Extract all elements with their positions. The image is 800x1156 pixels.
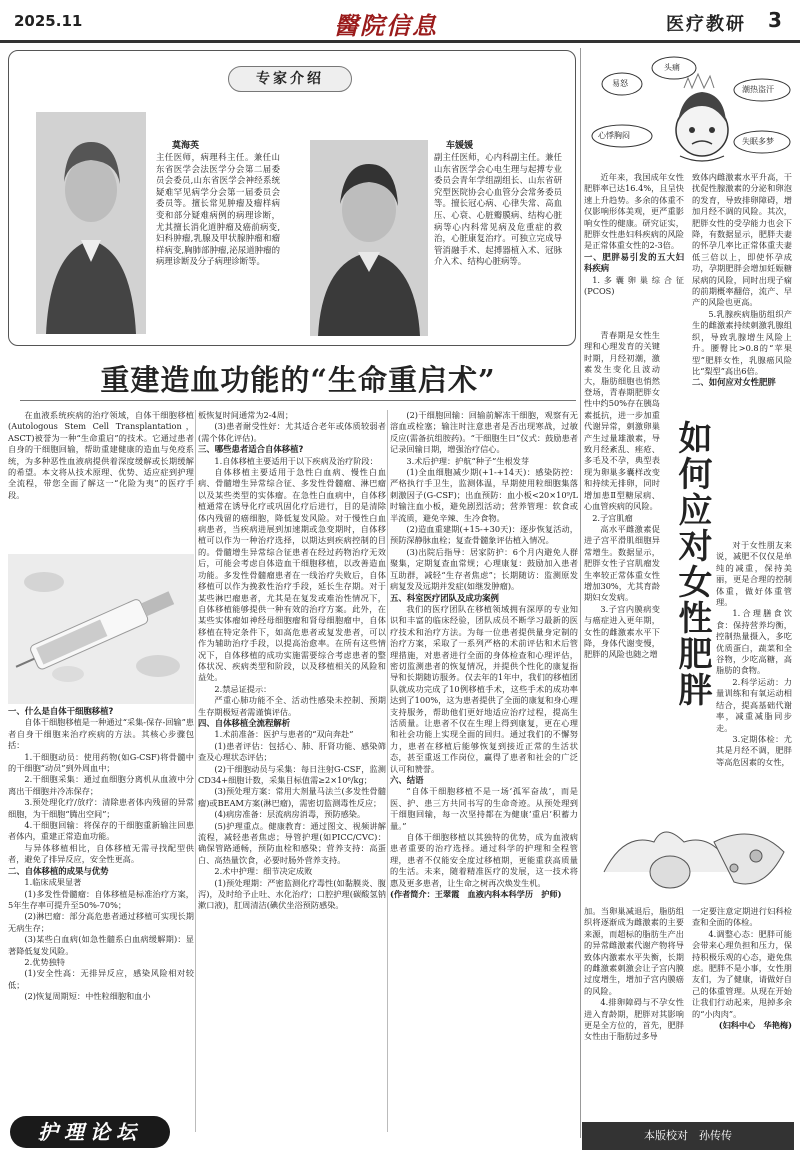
footer-left-banner bbox=[10, 1116, 170, 1148]
a2-ovulation-cont: 致体内雌激素水平升高，干扰促性腺激素的分泌和卵泡的发育，导致排卵障碍，增加月经不调的风险。其次，肥胖女性的受孕能力也会下降，有数据显示，肥胖夫妻的怀孕几率比正常体重夫妻低三倍以上，即使怀孕成功，孕期肥胖会增加妊娠糖尿病的风险，同时出现子痫的前期概率翻倍，流产、早产的风险也更高。 bbox=[692, 172, 792, 308]
a2-col1-narrow bbox=[584, 330, 660, 661]
a1-intro bbox=[8, 410, 194, 501]
expert-title-text: 专家介绍 bbox=[256, 71, 324, 87]
menopause-illustration bbox=[586, 48, 794, 166]
a1-c3-5: (3)出院后指导：居家防护：6个月内避免人群聚集，定期复查血常规；心理康复：鼓励加入患者互助群，减轻“生存者焦虑”；长期随访：监测原发病复发及远期并发症(如继发肿瘤)。 bbox=[390, 546, 578, 592]
a2-fibroids-text: 高水平雌激素促进子宫平滑肌细胞异常增生。数据显示，肥胖女性子宫肌瘤发生率较正常体重女性增加30%，尤其育龄期妇女发病。 bbox=[584, 523, 660, 603]
a1-step-3: 3.预处理化疗/放疗：清除患者体内残留的异常细胞，为干细胞“腾出空间”； bbox=[8, 797, 194, 819]
col-rule-2 bbox=[387, 410, 388, 1132]
a1-pre-4: (4)病房准备：层流病房消毒，预防感染。 bbox=[214, 809, 366, 820]
a1-res-2: (1)多发性骨髓瘤：自体移植是标准治疗方案，5年生存率可提升至50%-70%； bbox=[8, 888, 194, 910]
a1-res-6: (1)安全性高：无排异反应，感染风险相对较低； bbox=[8, 968, 194, 990]
a1-intro-text: 在血液系统疾病的治疗领域，自体干细胞移植(Autologous Stem Cell Transplantation，ASCT)被誉为一种“生命重启”的技术。它通过患者自身的干细胞回输，帮助重建健康的造血与免疫系统，为多种恶性血液病提供着深度缓解或长期缓解的希望。本文将从技术原理、优势、适应症到护理全流程，带您全面了解这一“化险为夷”的医疗手段。 bbox=[8, 410, 194, 500]
a2-author: (妇科中心 华艳梅) bbox=[718, 1020, 792, 1031]
a1-title-rule bbox=[20, 400, 576, 401]
expert-name-mo: 莫海英 bbox=[172, 141, 200, 151]
a1-c2-p4: 严重心肺功能不全、活动性感染未控制、预期生存期极短者需谨慎评估。 bbox=[198, 695, 386, 717]
a1-pre-2: (2)干细胞动员与采集：每日注射G-CSF，监测CD34+细胞计数，采集目标值需≥2×10⁶/kg； bbox=[198, 763, 386, 785]
a2-heading-2: 二、如何应对女性肥胖 bbox=[692, 377, 776, 388]
a1-pre-3: (3)预处理方案：常用大剂量马法兰(多发性骨髓瘤)或BEAM方案(淋巴瘤)，需密切监测毒性反应； bbox=[198, 786, 386, 808]
a1-h2: 二、自体移植的成果与优势 bbox=[8, 865, 109, 876]
expert-bio-mo: 主任医师，病理科主任。兼任山东省医学会法医学分会第二届委员会委员,山东省医学会神经系统疑难罕见病学分会第一届委员会委员等。擅长常见肿瘤及瘤样病变和部分疑难病例的病理诊断，尤其擅长消化道肿瘤及癌前病变,妇科肿瘤,乳腺及甲状腺肿瘤和瘤样病变,胸肺部肿瘤,泌尿道肿瘤的病理诊断及分子病理诊断等。 bbox=[156, 152, 280, 267]
a2-sub-pcos: 1.多囊卵巢综合征(PCOS) bbox=[584, 274, 684, 297]
a1-h6: 六、结语 bbox=[390, 775, 424, 785]
a1-intra-1: (1)预处理期：严密监测化疗毒性(如黏膜炎、腹泻)，及时给予止吐、水化治疗；口腔护理(碳酸氢钠漱口液)，肛周清洁(碘伏坐浴预防感染。 bbox=[198, 877, 386, 911]
a2-manage-intro: 对于女性朋友来说，减肥不仅仅是单纯的减重，保持美丽，更是合理的控制体重，做好体重管理。 bbox=[716, 540, 792, 608]
a1-res-7: (2)恢复周期短：中性粒细胞和血小 bbox=[24, 991, 151, 1002]
a1-res-4: (3)某些白血病(如急性髓系白血病缓解期)：显著降低复发风险。 bbox=[8, 934, 194, 956]
a1-intra-h: 2.术中护理：细节决定成败 bbox=[214, 866, 313, 877]
footer-left-title: 护理论坛 bbox=[38, 1120, 142, 1144]
a2-sub-fibroids: 2.子宫肌瘤 bbox=[592, 512, 633, 523]
expert-photo-che bbox=[310, 140, 428, 336]
a1-col3 bbox=[390, 410, 578, 900]
a2-bottom-left bbox=[584, 906, 684, 1043]
a1-c3-4: (2)造血重建期(+15-+30天)：逐步恢复活动，预防深静脉血栓；复查骨髓象评估植入情况。 bbox=[390, 524, 578, 546]
a1-author: (作者简介：王翠霞 血液内科本科学历 护师) bbox=[390, 889, 562, 900]
a2-endometrium-cont: 加。当卵巢减退后，脂肪组织将逐渐成为雌激素的主要来源，而超标的脂肪生产出的异常雌激素代谢产物将导致体内激素水平失衡，长期的雌激素刺激会让子宫内膜过度增生，增加子宫内膜癌的风险。 bbox=[584, 906, 684, 996]
a1-res-3: (2)淋巴瘤：部分高危患者通过移植可实现长期无病生存； bbox=[8, 911, 194, 933]
pelvis-illustration bbox=[584, 812, 794, 904]
a2-tip-exercise: 2.科学运动：力量训练和有氧运动相结合，提高基础代谢率，减重减脂同步走。 bbox=[716, 676, 792, 733]
a2-heading-1: 一、肥胖易引发的五大妇科疾病 bbox=[584, 251, 684, 274]
a1-c3-3: (1)全血细胞减少期(+1-+14天)：感染防控：严格执行手卫生，监测体温，早期使用粒细胞集落刺激因子(G-CSF)；出血预防：血小板<20×10⁹/L时输注血小板，避免剧烈活动；营养管理：软食或半流质，避免辛辣、生冷食物。 bbox=[390, 467, 578, 523]
a2-intro: 近年来，我国成年女性肥胖率已达16.4%，且呈快速上升趋势。多余的体重不仅影响形体美观，更严重影响女性的健康。研究证实，肥胖女性患妇科疾病的风险是正常体重女性的2-3倍。 bbox=[584, 172, 684, 251]
col-rule-1 bbox=[195, 410, 196, 1132]
a1-res-1: 1.临床成果显著 bbox=[24, 877, 82, 888]
a1-h1: 一、什么是自体干细胞移植? bbox=[8, 706, 114, 716]
a2-breast: 5.乳腺疾病脂肪组织产生的雌激素持续刺激乳腺组织，导致乳腺增生风险上升。腰臀比>0.8的“苹果型”肥胖女性，乳腺癌风险比“梨型”高出6倍。 bbox=[692, 308, 792, 376]
a2-col2-narrow bbox=[716, 540, 792, 768]
a1-h3: 三、哪些患者适合自体移植? bbox=[198, 444, 304, 455]
bubble-insomnia: 失眠多梦 bbox=[742, 137, 774, 146]
a1-h5: 五、科室医疗团队及成功案例 bbox=[390, 592, 499, 603]
a1-c2-p3: 2.禁忌证提示： bbox=[214, 683, 272, 694]
a2-ovulation: 4.排卵障碍与不孕女性进入育龄期，肥胖对其影响更是全方位的，首先，肥胖女性由于脂肪过多导 bbox=[584, 997, 684, 1042]
a1-c2-p0: 板恢复时间通常为2-4周； bbox=[198, 410, 294, 420]
a1-c2-p0b: (3)患者耐受性好：尤其适合老年或体质较弱者(需个体化评估)。 bbox=[198, 421, 386, 443]
expert-bio-che: 副主任医师，心内科副主任。兼任山东省医学会心电生理与起搏专业委员会青年学组副组长、山东省研究型医院协会心血管分会常务委员等。擅长冠心病、心律失常、高血压、心衰、心脏瓣膜病、结构心脏病等心内科常见病及危重症的救治，心脏康复治疗。可独立完成导管消融手术、起搏器植入术、冠脉介入术、结构心脏病等。 bbox=[434, 152, 562, 267]
page-header bbox=[0, 0, 800, 44]
a2-tip-mindset: 4.调整心态：肥胖可能会带来心理负担和压力，保持积极乐观的心态，避免焦虑。肥胖不是小事，女性朋友们，为了健康，请做好自己的体重管理。从现在开始让我们行动起来，甩掉多余的“小肉肉”。 bbox=[692, 928, 792, 1019]
a1-c1-p2: 与异体移植相比，自体移植无需寻找配型供者，避免了排异反应，安全性更高。 bbox=[8, 842, 194, 865]
a1-step-4: 4.干细胞回输：将保存的干细胞重新输注回患者体内，重建正常造血功能。 bbox=[8, 820, 194, 842]
a1-c2-p2: 自体移植主要适用于急性白血病、慢性白血病、骨髓增生异常综合征、多发性骨髓瘤、淋巴瘤以及某些类型的实体瘤。在急性白血病中，自体移植通常在诱导化疗或巩固化疗后进行，目的是清除体内残留的癌细胞，降低复发风险。对于慢性白血病患者，当疾病进展到加速期或急变期时，自体移植可以作为一种治疗选择，以期达到疾病控制的目的。骨髓增生异常综合征患者在经过药物治疗无效后，可能会考虑自体造血干细胞移植，以改善造血功能。多发性骨髓瘤患者在一线治疗失败后，自体移植可以作为挽救性治疗手段，延长生存期。对于某些淋巴瘤患者，尤其是在复发或难治性情况下，自体移植能够提供一种有效的治疗方案。此外，在某些实体瘤如神经母细胞瘤和肾母细胞瘤中，自体移植在特定条件下，如高危患者或复发患者，可以作为辅助治疗手段，以提高治愈率。在所有这些情况下，自体移植的成功实施需要综合考虑患者的整体状况、疾病类型和阶段，以及移植相关的风险和益处。 bbox=[198, 467, 386, 683]
a1-c2-p1: 1.自体移植主要适用于以下疾病及治疗阶段： bbox=[214, 455, 378, 466]
a2-checkup-cont: 一定要注意定期进行妇科检查和全面的体检。 bbox=[692, 906, 792, 928]
page-number: 3 bbox=[768, 8, 782, 32]
expert-intro-title bbox=[228, 66, 352, 92]
a1-title: 重建造血功能的“生命重启术” bbox=[100, 363, 496, 397]
a2-bottom-right bbox=[692, 906, 792, 1031]
a1-c3-2: 3.术后护理：护航“种子”生根发芽 bbox=[406, 455, 530, 466]
expert-photo-mo bbox=[36, 112, 146, 334]
a1-c1-p1: 自体干细胞移植是一种通过“采集-保存-回输”患者自身干细胞来治疗疾病的方法。其核心步骤包括： bbox=[8, 717, 194, 751]
a2-tip-checkup: 3.定期体检：尤其是月经不调，肥胖等高危因素的女性， bbox=[716, 733, 792, 767]
footer-right-bar bbox=[582, 1122, 794, 1150]
a1-c2-p5: 1.术前准备：医护与患者的“双向奔赴” bbox=[214, 729, 354, 740]
a2-tip-diet: 1.合理膳食饮食：保持营养均衡，控制热量摄入，多吃优质蛋白，蔬菜和全谷物，少吃高糖，高脂肪的食物。 bbox=[716, 608, 792, 676]
issue-date: 2025.11 bbox=[14, 12, 83, 30]
section-name: 医疗教研 bbox=[666, 14, 746, 35]
syringe-illustration bbox=[8, 554, 194, 704]
a1-c3-1: (2)干细胞回输：回输前解冻干细胞，观察有无溶血或栓塞；输注时注意患者是否出现寒战，过敏反应(需备抗组胺药)。“干细胞生日”仪式：鼓励患者记录回输日期，增强治疗信心。 bbox=[390, 410, 578, 455]
a2-pcos-text: 青春期是女性生理和心理发育的关键时期，月经初潮，激素发生变化且波动大，脂肪细胞也悄然登场，青春期肥胖女性中约50%存在胰岛素抵抗，进一步加重代谢异常，刺激卵巢产生过量雄激素，导致月经紊乱、痤疮、多毛及不孕，典型表现为卵巢多囊样改变和持续无排卵，同时增加患Ⅱ型糖尿病、心血管疾病的风险。 bbox=[584, 330, 660, 512]
a1-pre-5: (5)护理重点。健康教育：通过图文、视频讲解流程，减轻患者焦虑；导管护理(如PICC/CVC)：确保管路通畅，预防血栓和感染；营养支持：高蛋白、高热量饮食，必要时肠外营养支持。 bbox=[198, 820, 386, 865]
expert-name-che: 车媛媛 bbox=[446, 141, 474, 151]
a2-sub-endometrium: 3.子宫内膜病变与癌症进入更年期，女性的雌激素水平下降，身体代谢变慢，肥胖的风险也随之增 bbox=[584, 603, 660, 660]
bubble-palpitation: 心悸胸闷 bbox=[598, 131, 630, 140]
a1-col2 bbox=[198, 410, 386, 912]
a1-conclusion: 自体干细胞移植以其独特的优势，成为血液病患者重要的治疗选择。通过科学的护理和全程管理，患者不仅能安全度过移植期，更能重获高质量的生活。未来，随着精准医疗的发展，这一技术将惠及更多患者，让生命之树再次焕发生机。 bbox=[390, 832, 578, 888]
footer-proofreader: 本版校对 孙传传 bbox=[644, 1129, 732, 1142]
masthead-logo: 醫院信息 bbox=[334, 11, 438, 40]
a1-pre-1: (1)患者评估：包括心、肺、肝肾功能、感染筛查及心理状态评估； bbox=[198, 740, 386, 763]
bubble-irritable: 易怒 bbox=[612, 79, 628, 88]
bubble-headache: 头痛 bbox=[664, 63, 680, 72]
a1-h4: 四、自体移植全流程解析 bbox=[198, 717, 291, 728]
a1-step-1: 1.干细胞动员：使用药物(如G-CSF)将骨髓中的干细胞“动员”到外周血中； bbox=[8, 751, 194, 774]
a1-step-2: 2.干细胞采集：通过血细胞分离机从血液中分离出干细胞并冷冻保存； bbox=[8, 774, 194, 796]
col-rule-3 bbox=[580, 48, 581, 1138]
a1-team: 我们的医疗团队在移植领域拥有深厚的专业知识和丰富的临床经验，团队成员不断学习最新的医疗技术和治疗方法。为每一位患者提供量身定制的治疗方案，采取了一系列严格的术前评估和术后管理措施，对患者进行全面的身体检查和心理评估，密切监测患者的恢复情况，并提供个性化的康复指导和长期随访服务。仅去年的1年中，我们的移植团队就成功完成了10例移植手术，这些手术的成功率达到了100%，这为患者提供了全面的康复和身心理支持服务，帮助他们更好地适应治疗过程，提高生活质量。让患者不仅在生理上得到康复，更在心理和社会功能上实现全面的回归。通过我们的不懈努力，患者在移植后能够恢复到接近正常的生活状态，甚至重返工作岗位，赢得了患者和社会的广泛认可和赞誉。 bbox=[390, 603, 578, 774]
a1-conclusion-quote: “自体干细胞移植不是一场‘孤军奋战’，而是医、护、患三方共同书写的生命奇迹。从预处理到干细胞回输，每一次坚持都在为健康‘重启’积蓄力量。” bbox=[390, 786, 578, 831]
a2-col1-top bbox=[584, 172, 684, 297]
bubble-hot-flash: 潮热盗汗 bbox=[742, 85, 774, 94]
a2-col2-top bbox=[692, 172, 792, 389]
a1-col1 bbox=[8, 706, 194, 1003]
a1-res-5: 2.优势独特 bbox=[24, 956, 65, 967]
a2-title: 如何应对女性肥胖 bbox=[672, 420, 712, 708]
header-rule bbox=[0, 40, 800, 43]
